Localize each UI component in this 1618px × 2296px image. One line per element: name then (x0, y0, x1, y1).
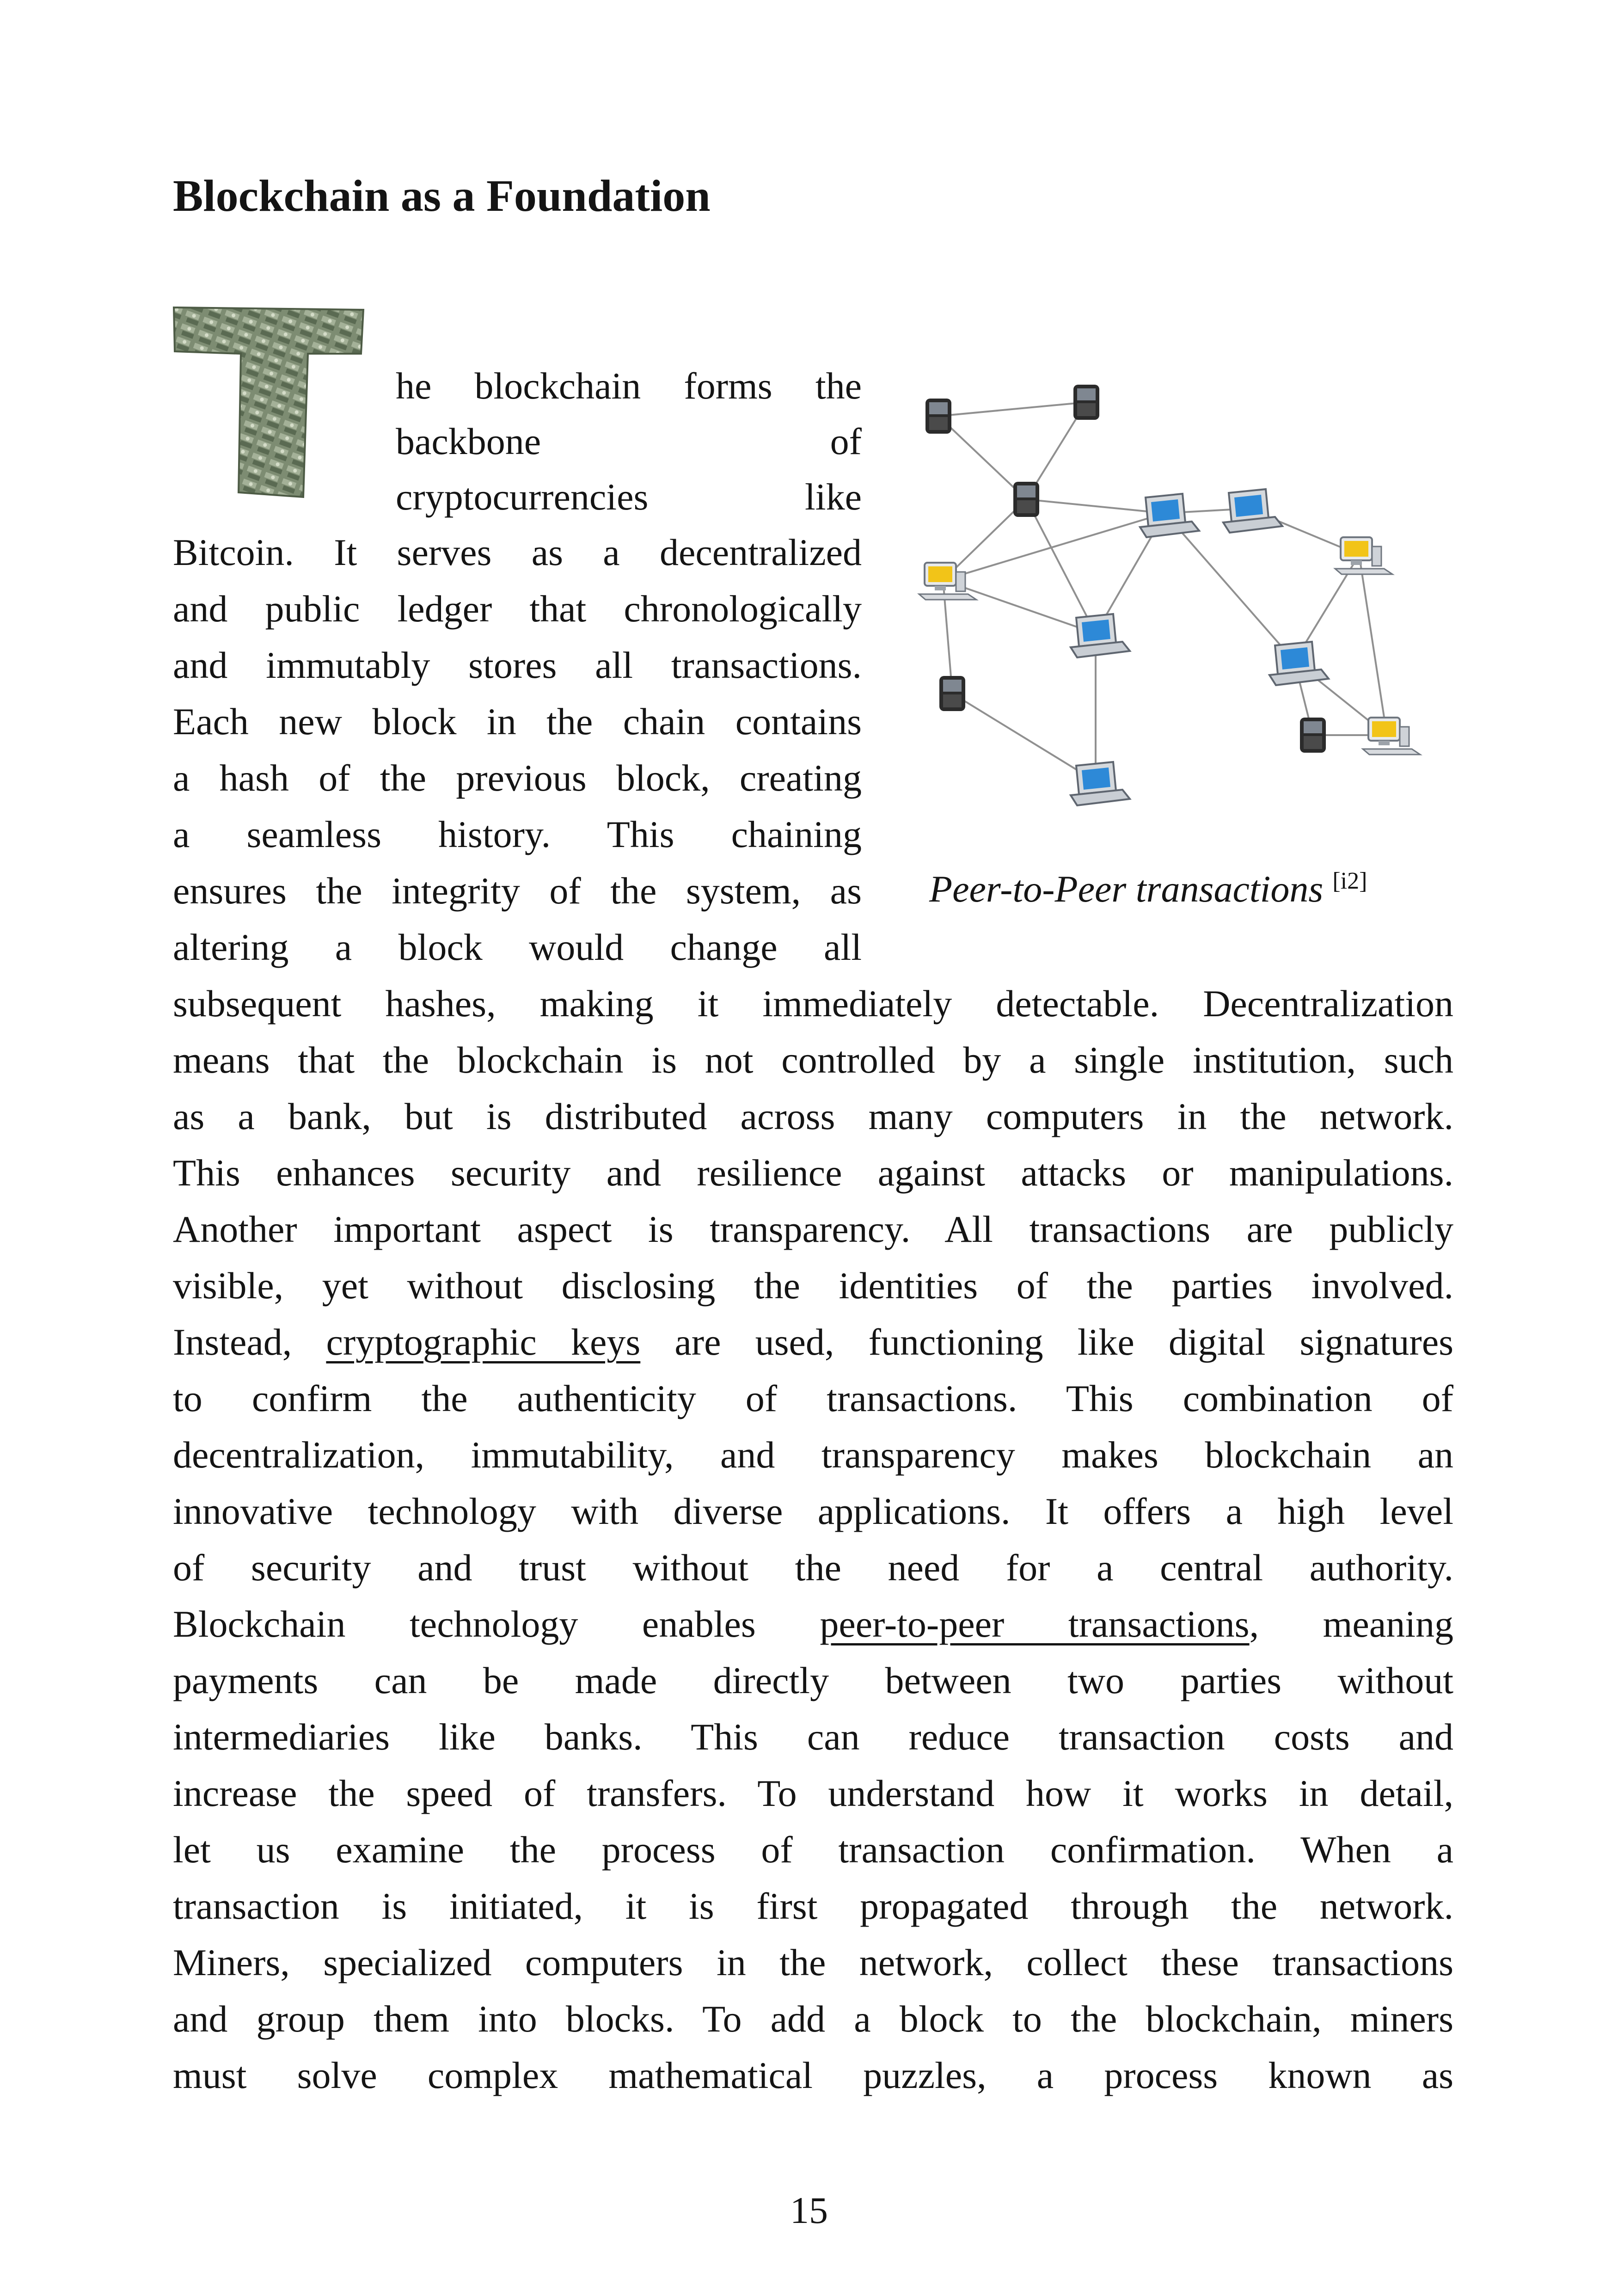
body-line: transaction is initiated, it is first propagated through the network. (173, 1885, 1453, 1927)
body-line: backbone of (396, 420, 862, 462)
body-line: subsequent hashes, making it immediately detectable. Decentralization (173, 982, 1453, 1025)
body-line: must solve complex mathematical puzzles, a process known as (173, 2054, 1453, 2096)
body-line: Another important aspect is transparency. All transactions are publicly (173, 1208, 1453, 1250)
body-line: as a bank, but is distributed across many computers in the network. (173, 1095, 1453, 1137)
body-line: and public ledger that chronologically (173, 588, 862, 630)
peer-to-peer-link[interactable]: peer-to-peer transactions (820, 1603, 1250, 1645)
body-line: let us examine the process of transaction confirmation. When a (173, 1829, 1453, 1871)
body-line: altering a block would change all (173, 926, 862, 968)
line-remainder: are used, functioning like digital signatures (674, 1321, 1454, 1363)
caption-text: Peer-to-Peer transactions (929, 868, 1324, 910)
body-line: visible, yet without disclosing the identities of the parties involved. (173, 1265, 1453, 1307)
dropcap-t-banknotes (169, 303, 368, 502)
cryptographic-keys-link[interactable]: cryptographic keys (326, 1321, 641, 1363)
body-line: Each new block in the chain contains (173, 700, 862, 743)
body-line: of security and trust without the need for a central authority. (173, 1547, 1453, 1589)
line-prefix: Blockchain technology enables (173, 1603, 756, 1645)
body-line: Miners, specialized computers in the network, collect these transactions (173, 1941, 1453, 1983)
body-line: intermediaries like banks. This can reduce transaction costs and (173, 1716, 1453, 1758)
line-prefix: Instead, (173, 1321, 292, 1363)
body-line: he blockchain forms the (396, 365, 862, 407)
body-line: ensures the integrity of the system, as (173, 870, 862, 912)
body-line (173, 1317, 1453, 1368)
body-line (173, 1599, 1453, 1650)
body-line: increase the speed of transfers. To understand how it works in detail, (173, 1772, 1453, 1814)
body-line: to confirm the authenticity of transactions. This combination of (173, 1377, 1453, 1419)
figure-caption (929, 869, 1367, 908)
page-number: 15 (790, 2189, 828, 2231)
body-line: innovative technology with diverse applications. It offers a high level (173, 1490, 1453, 1532)
body-line: Bitcoin. It serves as a decentralized (173, 531, 862, 573)
body-line: payments can be made directly between two parties without (173, 1659, 1453, 1701)
body-line: and immutably stores all transactions. (173, 644, 862, 686)
body-line: means that the blockchain is not controlled by a single institution, such (173, 1039, 1453, 1081)
body-line: a hash of the previous block, creating (173, 757, 862, 799)
body-line: cryptocurrencies like (396, 476, 862, 518)
page-heading: Blockchain as a Foundation (173, 171, 711, 221)
body-line: This enhances security and resilience against attacks or manipulations. (173, 1152, 1453, 1194)
figure-reference[interactable]: [i2] (1332, 868, 1367, 894)
p2p-network-diagram (906, 361, 1479, 841)
body-line: and group them into blocks. To add a block to the blockchain, miners (173, 1998, 1453, 2040)
body-line: a seamless history. This chaining (173, 813, 862, 855)
body-line: decentralization, immutability, and transparency makes blockchain an (173, 1434, 1453, 1476)
line-remainder: , meaning (1249, 1603, 1453, 1645)
